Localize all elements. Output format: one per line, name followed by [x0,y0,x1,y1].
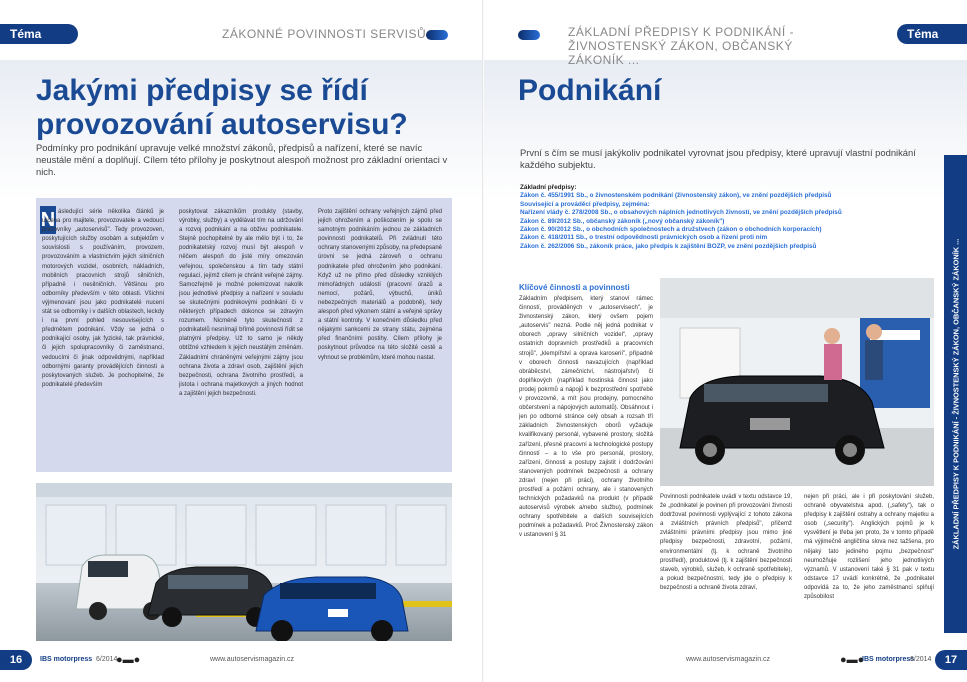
motorbike-icon: ●▬● [116,654,141,666]
right-section-pill [518,30,540,40]
regulation-item: Zákon č. 455/1991 Sb., o živnostenském podnikání (živnostenský zákon), ve znění pozdějších předpisů [520,192,832,200]
left-footer-magazine: IBS motorpress [40,656,93,663]
right-lead: První s čím se musí jakýkoliv podnikatel vyrovnat jsou předpisy, které upravují vlastní podnikání každého subjektu. [520,147,916,170]
drop-cap: N [40,206,56,234]
right-page-title: Podnikání [518,74,662,107]
regulation-item: Související a prováděcí předpisy, zejména: [520,200,650,208]
key-activities-text: Základním předpisem, který stanoví rámec činností, prováděných v „autoservisech", je živnostenský zákon, který ovšem pojem „autoservis" nezná. Podle něj jedná podnikat v oborech „opravy silničních vozidel", „opravy ostatních dopravních prostředků a pracovních strojů", „klempířství a oprava karoserií", případně v oborech činnosti navazujících (například obráběcství, zámečnictví, nástrojařství) či doplňkových (například hostinská činnost jako prodej pokrmů a nápojů k bezprostřední spotřebě v provozovně, a mít jsou prodejny, pomocného občerstvení a nápojových automatů). Obsáhnout i jen po odborné stránce celý obsah a rozsah tří základních živnostenských oborů vyžaduje kvalifikovaný personál, vybavené prostory, složitá zařízení, přesné pracovní a technologické postupy činností – a to vše pro personál, prostory, zařízení, činnosti a postupy zajistit i dodržování stanovených podmínek bezpečnosti a ochrany zdraví (nejen při práci), ochrany životního prostředí a požární ochrany, ale i stanovených technických požadavků na produkt (v případě autoservisů výrobek a/nebo službu), podmínek ochrany spotřebitele a dalších souvisejících podmínek a požadavků. Proč Živnostenský zákon v ustanovení § 31 [519,296,653,539]
right-footer-url: www.autoservismagazin.cz [686,656,771,663]
vertical-section-title: ZÁKLADNÍ PŘEDPISY K PODNIKÁNÍ - ŽIVNOSTENSKÝ ZÁKON, OBČANSKÝ ZÁKONÍK ... [951,238,960,550]
regulation-item: Zákon č. 89/2012 Sb., občanský zákoník („nový občanský zákoník") [520,217,725,225]
intro-column-2: poskytovat zákazníkům produkty (stavby, výrobky, služby) a vydělávat tím na udržování a rozvoj podnikání a na obživu podnikatele. Stejně pochopitelné by ale mělo být i to, že podnikatelský rozvoj musí být alespoň v něčem alespoň do jisté míry omezován veřejnou, společenskou a tím tady státní regulací, jejímž cílem je chránit veřejné zájmy. Samozřejmě je možné polemizovat nakolik jsou jednotlivé předpisy a nařízení v souladu se skutečnými podnikovými podnikání či v některých případech dokonce se zdravým rozumem. Nicméně tyto skutečnosti z podnikatelů nesnímají břímě povinnosti řídit se platnými předpisy. Už to samo je někdy obtížné vzhledem k jejich neustálým změnám. Základními chráněnými veřejnými zájmy jsou ochrana života a zdraví osob, zajištění jejich bezpečnosti, ochrana životního prostředí, a jistota i ochrana majetkových a jiných hodnot a zajištění jejich bezpečnosti. [179,209,303,397]
intro-column-1: ásledující série několika článků je určena pro majitele, provozovatele a vedoucí pracovníky „autoservisů". Tedy provozoven, poskytujících služby osobám a subjektům v souvislosti s používáním, provozem, provozováním a vlastnictvím jejich silničních motorových vozidel, osobních, nákladních, mobilních pracovních strojů silničních, případně i nesilničních. Většinou pro odborníky především v této oblasti. Všichni výjmenovaní jsou jako podnikatelé nucení stát se odborníky i v dalších oblastech, leckdy i na první pohled nesouvisejících s předmětem podnikání. Vždy se jedná o podnikající osoby, jak fyzické, tak právnické, či jejich spolupracovníky či zaměstnanci, vedoucími či jinak odpovědnými, například odbornými garanty provádějících činnosti a poskytovaných služeb. Je pochopitelné, že podnikatelé především [42,209,164,388]
left-footer-url: www.autoservismagazin.cz [210,656,295,663]
right-footer-issue: 6/2014 [910,656,932,663]
left-lead: Podmínky pro podnikání upravuje velké množství zákonů, předpisů a nařízení, které se navíc neustále mění a doplňují. Cílem této přílohy je poskytnout alespoň možnost pro základní orientaci v nich. [36,142,448,177]
regulation-item: Nařízení vlády č. 278/2008 Sb., o obsahových náplních jednotlivých živností, ve znění pozdějších předpisů [520,209,842,217]
right-page-number: 17 [935,650,967,670]
regulation-item: Zákon č. 418/2011 Sb., o trestní odpovědnosti právnických osob a řízení proti nim [520,234,768,242]
regulation-item: Zákon č. 90/2012 Sb., o obchodních společnostech a družstvech (zákon o obchodních korporacích) [520,226,822,234]
left-footer-issue: 6/2014 [96,656,118,663]
regulation-item: Zákon č. 262/2006 Sb., zákoník práce, jako předpis k zajištění BOZP, ve znění pozdějších předpisů [520,242,817,250]
basic-regulations [520,184,940,251]
right-section-title: ZÁKLADNÍ PŘEDPISY K PODNIKÁNÍ - ŽIVNOSTENSKÝ ZÁKON, OBČANSKÝ ZÁKONÍK ... [568,25,794,67]
left-page-number: 16 [0,650,32,670]
left-section-pill [426,30,448,40]
jeep-photo [660,278,934,486]
right-footer-magazine: IBS motorpress [862,656,915,663]
intro-column-3: Proto zajištění ochrany veřejných zájmů před jejich ohrožením a poškozením je spolu se samotným podnikáním jednou ze základních povinností podnikatelů. Při zvládnutí této ochrany stanovenými způsoby, na předepsané úrovni se jedná zároveň o ochranu podnikatele před ohrožením jeho podnikání. Když už ne přímo před důsledky vzniklých mimořádných událostí (pracovní úrazů a nemocí, požárů, výbuchů, úniků nebezpečných materiálů a podobně), tedy alespoň před výkonem státní a veřejné správy a státní kontroly. V konečném důsledku před nějakými sankcemi ze strany státu, zejména před finančními postihy. Cílem přílohy je poskytnout průvodce na této složité cestě a vyhnout se problémům, které mohou nastat. [318,209,442,361]
motorbike-icon: ●▬● [840,654,865,666]
key-activities-heading: Klíčové činnosti a povinnosti [519,283,630,292]
showroom-photo [36,483,452,641]
basic-regulations-label: Základní předpisy: [520,184,577,191]
left-section-title: ZÁKONNÉ POVINNOSTI SERVISŮ [222,27,427,41]
right-column-3: nejen při práci, ale i při poskytování služeb, ochraně obyvatelstva apod. („safety"), tak o předpisy k zajištění ostrahy a ochrany majetku a osob („security"). Anglických pojmů je k vysvětlení je třeba jen proto, že v tomto případě má výjimečně angličtina slova nez tažšena, pro nějaký tato jediného pojmu „bezpečnost" neumožňuje rozlišení jeho jednotlivých významů. V ustanovení také § 31 pak v textu odstavce 17 uvádí konkrétně, že „podnikatel odpovídá za to, že jeho zaměstnanci splňují způsobilost [804,494,934,601]
right-section-tag: Téma [897,24,967,44]
right-column-2: Povinnosti podnikatele uvádí v textu odstavce 19, že „podnikatel je povinen při provozování živnosti dodržovat povinnosti vyplývající z tohoto zákona a zvláštních právních předpisů", přičemž zvláštními právními předpisy jsou mimo jiné předpisy bezpečnosti, zdravotní, požární, environmentální (tj. k ochraně životního prostředí), produktové (tj. k zajištění bezpečnosti staveb, výrobků, služeb, k ochraně spotřebitele), a pokud bezpečnostní, tedy jde o předpisy k bezpečnosti a ochraně života zdraví, [660,494,792,591]
left-section-tag: Téma [0,24,78,44]
left-page-title: Jakými předpisy se řídí provozování autoservisu? [36,74,408,141]
